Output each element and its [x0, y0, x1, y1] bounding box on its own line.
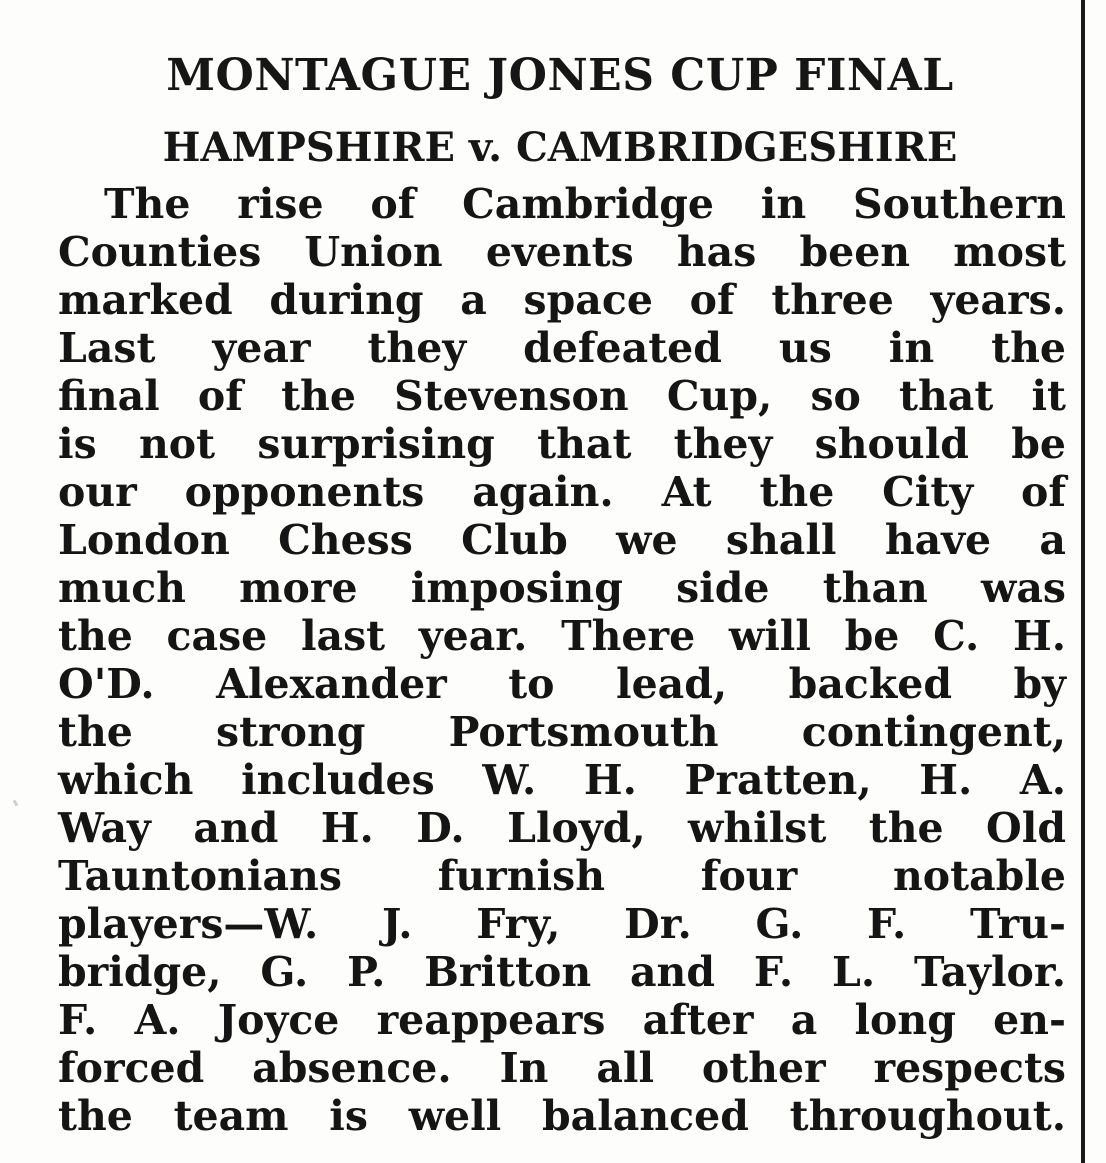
article-subheadline: HAMPSHIRE v. CAMBRIDGESHIRE — [162, 124, 958, 171]
article-line: Counties Union events has been most — [58, 228, 1066, 276]
article-line: players—W. J. Fry, Dr. G. F. Tru- — [58, 900, 1066, 948]
article-line: F. A. Joyce reappears after a long en- — [58, 996, 1066, 1044]
article-line: bridge, G. P. Britton and F. L. Taylor. — [58, 948, 1066, 996]
article-line: O'D. Alexander to lead, backed by — [58, 660, 1066, 708]
article-headline: MONTAGUE JONES CUP FINAL — [166, 50, 954, 101]
article-line: London Chess Club we shall have a — [58, 516, 1066, 564]
cropped-previous-text — [58, 0, 1048, 10]
article-line: Way and H. D. Lloyd, whilst the Old — [58, 804, 1066, 852]
article-line: marked during a space of three years. — [58, 276, 1066, 324]
article-line: The rise of Cambridge in Southern — [104, 180, 1066, 228]
article-line: the case last year. There will be C. H. — [58, 612, 1066, 660]
article-line: which includes W. H. Pratten, H. A. — [58, 756, 1066, 804]
article-body — [58, 180, 1066, 1140]
column-divider — [1081, 0, 1085, 1163]
article-line: our opponents again. At the City of — [58, 468, 1066, 516]
paper-speck — [13, 800, 19, 807]
article-line: Last year they defeated us in the — [58, 324, 1066, 372]
article-line: is not surprising that they should be — [58, 420, 1066, 468]
article-line: the strong Portsmouth contingent, — [58, 708, 1066, 756]
article-line: Tauntonians furnish four notable — [58, 852, 1066, 900]
article-line: the team is well balanced throughout. — [58, 1092, 1066, 1140]
article-line: forced absence. In all other respects — [58, 1044, 1066, 1092]
article-line: final of the Stevenson Cup, so that it — [58, 372, 1066, 420]
article-line: much more imposing side than was — [58, 564, 1066, 612]
